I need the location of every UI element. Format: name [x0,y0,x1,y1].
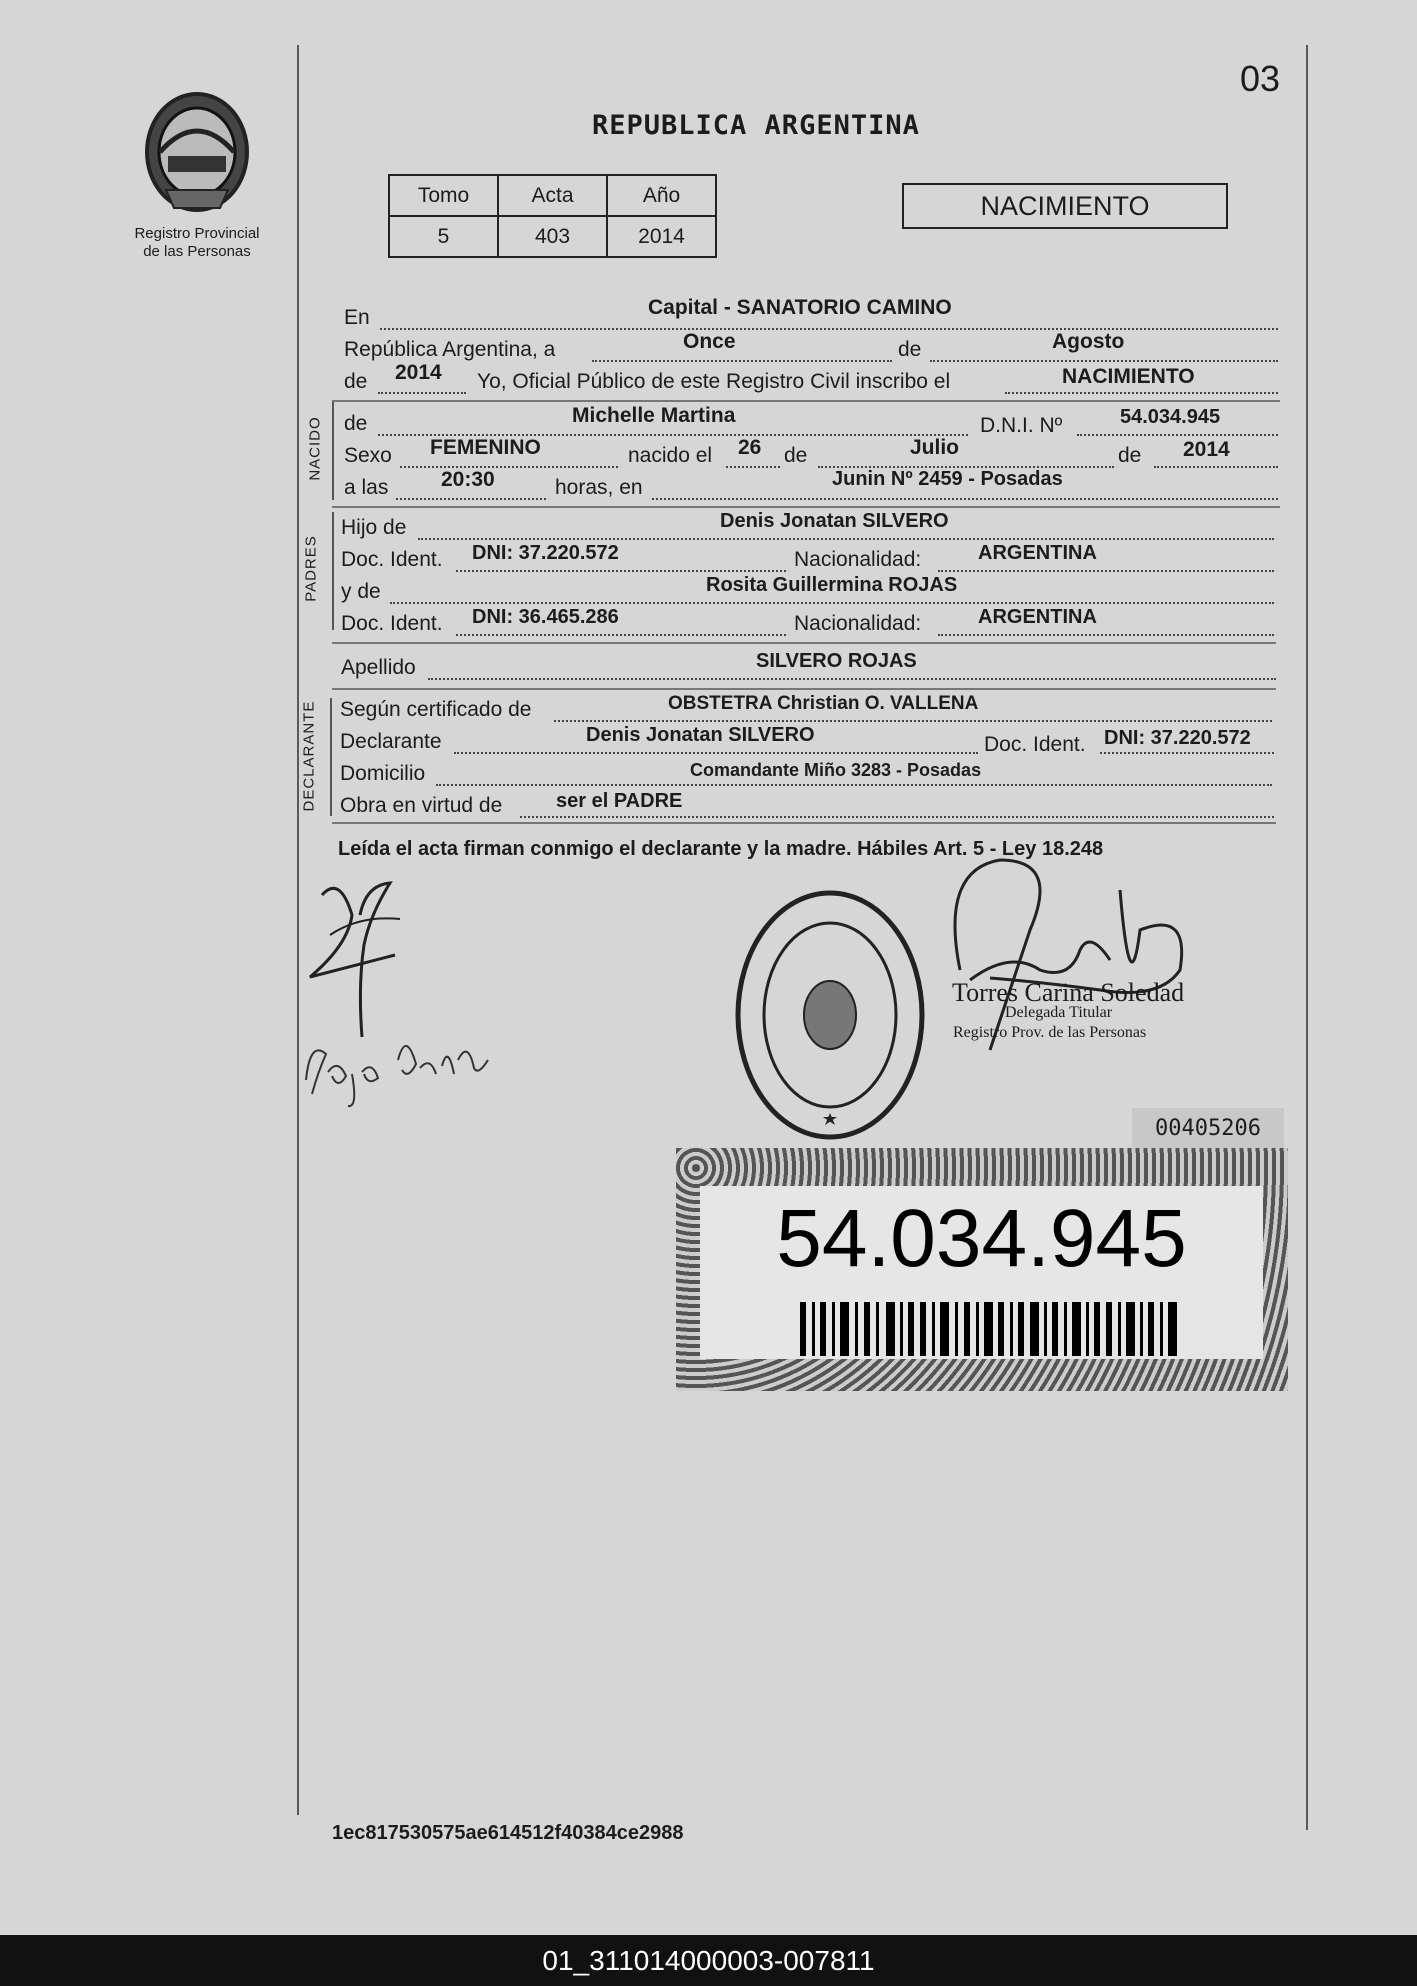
anio-header: Año [607,175,716,216]
tomo-header: Tomo [389,175,498,216]
mother-nat-line [938,634,1274,636]
sexo-line [400,466,618,468]
de-label-3: de [784,444,808,467]
domicilio-line [436,784,1272,786]
place-value: Capital - SANATORIO CAMINO [648,296,952,319]
declarante-name: Denis Jonatan SILVERO [586,724,815,746]
act-line [1005,392,1278,394]
birth-year: 2014 [1183,438,1230,461]
birth-year-line [1154,466,1278,468]
domicilio-label: Domicilio [340,762,426,785]
address-line [652,498,1278,500]
birth-address: Junin Nº 2459 - Posadas [832,468,1063,490]
separator [332,400,1280,402]
mother-doc: DNI: 36.465.286 [472,606,619,628]
de-label: de [898,338,922,361]
father-doc-label: Doc. Ident. [341,548,443,571]
registry-label [112,225,282,261]
mother-nationality: ARGENTINA [978,606,1097,628]
anio-value: 2014 [607,216,716,257]
registry-stamp [730,885,930,1145]
father-line [418,538,1274,540]
declarante-line [454,752,978,754]
document-title: REPUBLICA ARGENTINA [592,110,920,141]
record-table [388,174,717,258]
tomo-value: 5 [389,216,498,257]
cert-label: Según certificado de [340,698,532,721]
province-seal-logo [138,90,256,220]
declarante-bracket [330,698,332,816]
day-line [592,360,892,362]
padres-section-label: PADRES [302,535,320,602]
apellido-value: SILVERO ROJAS [756,650,917,672]
apellido-line [428,678,1276,680]
de-label-2: de [344,370,368,393]
declarante-doc-label: Doc. Ident. [984,733,1086,756]
sexo-label: Sexo [344,444,392,467]
dni-label: D.N.I. Nº [980,414,1063,437]
day-words: Once [683,330,736,353]
y-de-label: y de [341,580,381,603]
father-nat-label: Nacionalidad: [794,548,922,571]
declarante-section-label: DECLARANTE [300,700,318,812]
father-doc-line [456,570,786,572]
year-line [378,392,466,394]
page-number: 03 [1240,58,1281,99]
left-margin-line [297,45,299,1815]
obra-line [520,816,1274,818]
birth-time: 20:30 [441,468,495,491]
month-value: Agosto [1052,330,1125,353]
place-line [380,328,1278,330]
barcode-number: 54.034.945 [776,1193,1187,1284]
father-nat-line [938,570,1274,572]
obra-value: ser el PADRE [556,790,683,812]
record-type-box: NACIMIENTO [902,183,1228,229]
nacido-el-label: nacido el [628,444,713,467]
separator [332,822,1276,824]
domicilio-value: Comandante Miño 3283 - Posadas [690,760,982,780]
birth-day: 26 [738,436,762,459]
month-line [930,360,1278,362]
official-org: Registro Prov. de las Personas [953,1024,1147,1041]
statement-text: Yo, Oficial Público de este Registro Civil inscribo el [477,370,951,393]
nacido-section-label: NACIDO [306,416,324,481]
padres-bracket [332,512,334,630]
child-dni: 54.034.945 [1120,406,1221,428]
registry-line1: Registro Provincial [134,225,260,242]
mother-name: Rosita Guillermina ROJAS [706,574,958,596]
act-value: NACIMIENTO [1062,365,1195,388]
mother-nat-label: Nacionalidad: [794,612,922,635]
year-value: 2014 [395,361,442,384]
registry-line2: de las Personas [143,243,251,260]
mother-doc-label: Doc. Ident. [341,612,443,635]
barcode-panel [700,1186,1263,1359]
mother-doc-line [456,634,786,636]
father-doc: DNI: 37.220.572 [472,542,619,564]
cert-value: OBSTETRA Christian O. VALLENA [668,693,979,714]
father-nationality: ARGENTINA [978,542,1097,564]
acta-value: 403 [498,216,607,257]
separator [332,688,1276,690]
cert-line [554,720,1272,722]
father-name: Denis Jonatan SILVERO [720,510,949,532]
separator [332,506,1280,508]
right-margin-line [1306,45,1308,1830]
id-barcode-label [676,1148,1288,1391]
nacido-bracket [332,402,334,500]
republica-label: República Argentina, a [344,338,556,361]
official-name: Torres Carina Soledad [952,978,1185,1007]
control-number: 00405206 [1132,1108,1284,1150]
sexo-value: FEMENINO [430,436,541,459]
birth-day-line [726,466,780,468]
hijo-de-label: Hijo de [341,516,407,539]
scan-footer: 01_311014000003-007811 [0,1935,1417,1986]
declarante-label: Declarante [340,730,442,753]
official-title: Delegada Titular [1005,1004,1113,1021]
horas-label: horas, en [555,476,643,499]
mother-signature [298,1020,498,1110]
declarante-doc-line [1100,752,1274,754]
separator [332,642,1276,644]
dni-line [1077,434,1278,436]
de-label-4: de [1118,444,1142,467]
acta-header: Acta [498,175,607,216]
a-las-label: a las [344,476,389,499]
time-line [396,498,546,500]
child-name: Michelle Martina [572,404,736,427]
obra-label: Obra en virtud de [340,794,503,817]
nacido-de-label: de [344,412,368,435]
document-hash: 1ec817530575ae614512f40384ce2988 [332,1822,684,1844]
barcode-bars [800,1302,1180,1356]
closing-statement: Leída el acta firman conmigo el declarante y la madre. Hábiles Art. 5 - Ley 18.248 [338,838,1104,860]
birth-month: Julio [910,436,960,459]
declarante-doc: DNI: 37.220.572 [1104,727,1251,749]
mother-line [390,602,1274,604]
en-label: En [344,306,370,329]
apellido-label: Apellido [341,656,416,679]
